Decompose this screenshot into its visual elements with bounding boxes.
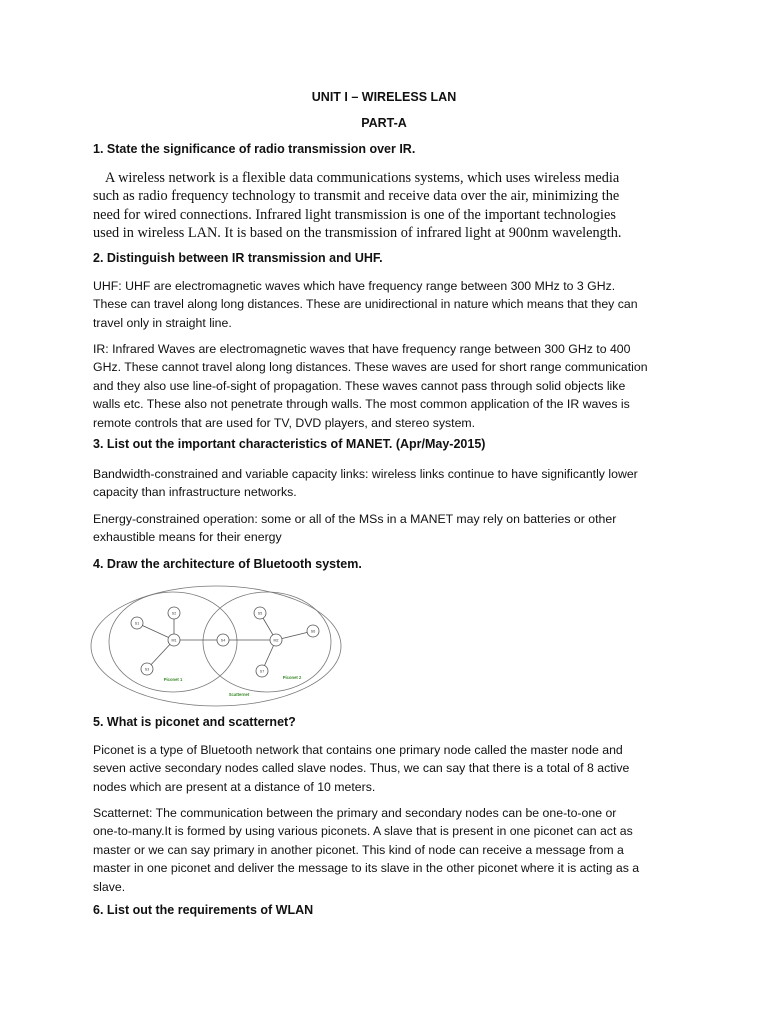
question-6-heading: 6. List out the requirements of WLAN — [93, 903, 314, 917]
answer-line: A wireless network is a flexible data communications systems, which uses wireless media — [105, 170, 620, 186]
node-m2-label: M2 — [273, 638, 279, 643]
paragraph-line: walls etc. These also not penetrate through walls. The most common application of the IR waves is — [93, 397, 630, 412]
paragraph-line: Energy-constrained operation: some or all of the MSs in a MANET may rely on batteries or other — [93, 512, 617, 526]
paragraph-line: UHF: UHF are electromagnetic waves which have frequency range between 300 MHz to 3 GHz. — [93, 279, 616, 293]
answer-line: used in wireless LAN. It is based on the transmission of infrared light at 900nm wavelength. — [93, 225, 622, 242]
node-s3-label: S3 — [144, 667, 150, 672]
scatternet-label: Scatternet — [228, 692, 250, 697]
question-3-heading: 3. List out the important characteristics of MANET. (Apr/May-2015) — [93, 437, 486, 451]
paragraph-line: Scatternet: The communication between the primary and secondary nodes can be one-to-one or — [93, 806, 617, 820]
node-s5-label: S5 — [257, 611, 263, 616]
node-s2-label: S2 — [171, 611, 177, 616]
answer-line: such as radio frequency technology to transmit and receive data over the air, minimizing the — [93, 188, 620, 205]
paragraph-line: Piconet is a type of Bluetooth network that contains one primary node called the master node and — [93, 743, 623, 757]
question-1-answer — [93, 169, 693, 243]
paragraph-line: These can travel along long distances. These are unidirectional in nature which means that they can — [93, 297, 638, 312]
paragraph-line: IR: Infrared Waves are electromagnetic waves that have frequency range between 300 GHz to 400 — [93, 342, 631, 356]
piconet-1-label: Piconet 1 — [163, 677, 183, 682]
manet-bandwidth-paragraph — [93, 465, 683, 502]
answer-line: need for wired connections. Infrared light transmission is one of the important technologies — [93, 206, 616, 223]
paragraph-line: slave. — [93, 879, 126, 894]
paragraph-line: master in one piconet and deliver the message to its slave in the other piconet where it is acting as a — [93, 861, 640, 876]
paragraph-line: exhaustible means for their energy — [93, 530, 282, 545]
node-s1-label: S1 — [134, 621, 140, 626]
scatternet-boundary — [91, 586, 341, 706]
paragraph-line: master or we can say primary in another piconet. This kind of node can receive a message from a — [93, 842, 624, 857]
question-4-heading: 4. Draw the architecture of Bluetooth system. — [93, 557, 362, 571]
paragraph-line: Bandwidth-constrained and variable capacity links: wireless links continue to have significantly lower — [93, 467, 638, 481]
node-m1-label: M1 — [171, 638, 177, 643]
piconet-paragraph — [93, 741, 683, 796]
paragraph-line: one-to-many.It is formed by using various piconets. A slave that is present in one piconet can act as — [93, 824, 633, 839]
paragraph-line: remote controls that are used for TV, DVD players, and stereo system. — [93, 415, 476, 430]
paragraph-line: GHz. These cannot travel along long distances. These waves are used for short range communication — [93, 360, 648, 375]
paragraph-line: and they also use line-of-sight of propagation. These waves cannot pass through solid objects like — [93, 378, 626, 393]
question-5-heading: 5. What is piconet and scatternet? — [93, 715, 296, 729]
section-subtitle: PART-A — [361, 116, 407, 130]
paragraph-line: capacity than infrastructure networks. — [93, 485, 297, 500]
paragraph-line: nodes which are present at a distance of 10 meters. — [93, 779, 376, 794]
piconet-2-label: Piconet 2 — [282, 675, 302, 680]
node-s4-label: S4 — [220, 638, 226, 643]
scatternet-paragraph — [93, 804, 683, 896]
ir-paragraph — [93, 340, 683, 432]
uhf-paragraph — [93, 277, 683, 332]
paragraph-line: seven active secondary nodes called slave nodes. Thus, we can say that there is a total of 8 active — [93, 761, 630, 776]
question-2-heading: 2. Distinguish between IR transmission and UHF. — [93, 251, 383, 265]
paragraph-line: travel only in straight line. — [93, 315, 232, 330]
document-title: UNIT I – WIRELESS LAN — [311, 90, 457, 104]
node-s6-label: S6 — [310, 629, 316, 634]
question-1-heading: 1. State the significance of radio transmission over IR. — [93, 142, 416, 156]
manet-energy-paragraph — [93, 510, 683, 547]
node-s7-label: S7 — [259, 669, 265, 674]
bluetooth-architecture-figure — [89, 583, 344, 708]
